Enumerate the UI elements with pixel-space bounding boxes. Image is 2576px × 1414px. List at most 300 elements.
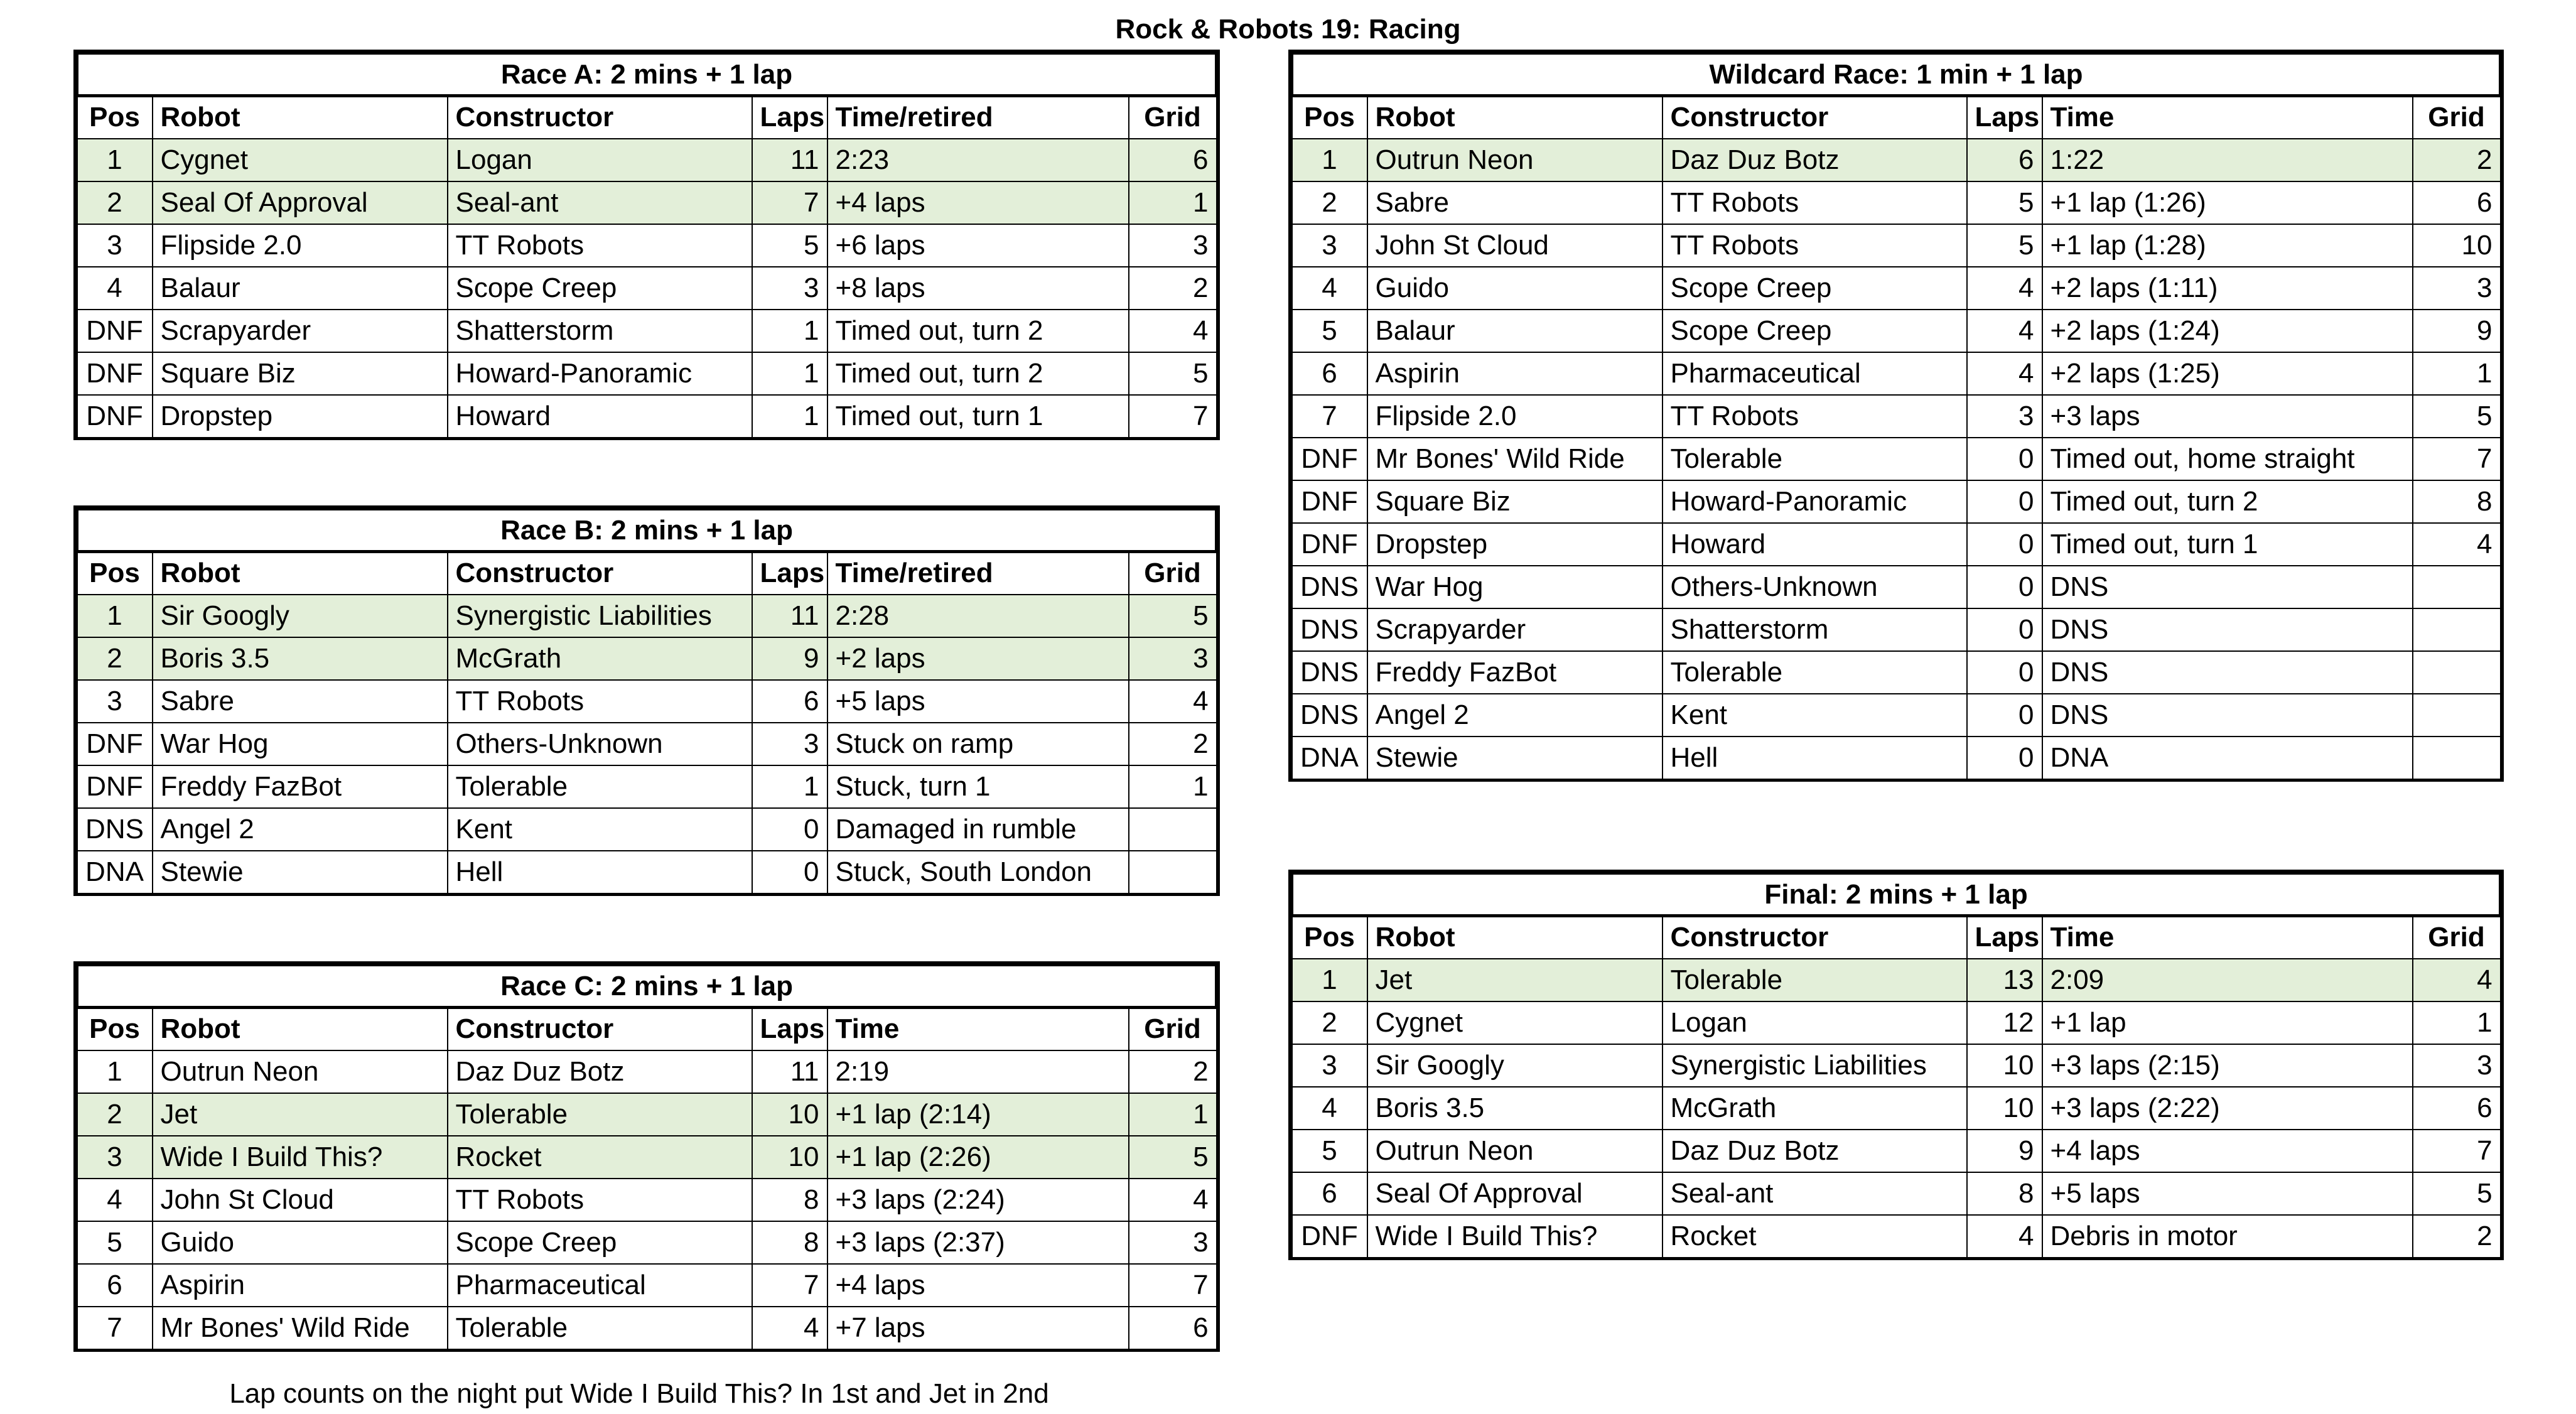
cell-robot: Square Biz	[153, 352, 448, 395]
table-row	[1292, 1172, 2501, 1215]
table-row	[1292, 310, 2501, 352]
cell-robot: Outrun Neon	[1367, 1130, 1663, 1172]
cell-time: +2 laps (1:11)	[2042, 267, 2413, 310]
cell-laps: 1	[752, 395, 827, 438]
cell-laps: 0	[1967, 480, 2042, 523]
column-header-pos: Pos	[77, 552, 153, 595]
wildcard-race-table	[1290, 51, 2502, 780]
cell-laps: 13	[1967, 959, 2042, 1001]
cell-time: 1:22	[2042, 139, 2413, 181]
cell-constructor: Daz Duz Botz	[448, 1050, 752, 1093]
table-header-row	[1292, 916, 2501, 959]
cell-laps: 6	[752, 680, 827, 723]
cell-laps: 11	[752, 139, 827, 181]
cell-grid: 5	[1129, 595, 1217, 637]
cell-laps: 5	[752, 224, 827, 267]
cell-laps: 8	[1967, 1172, 2042, 1215]
table-title-row	[1292, 873, 2501, 916]
cell-pos: 5	[1292, 310, 1367, 352]
cell-time: +2 laps	[827, 637, 1129, 680]
column-header-constructor: Constructor	[1663, 96, 1967, 139]
cell-robot: Dropstep	[1367, 523, 1663, 566]
cell-robot: Cygnet	[1367, 1001, 1663, 1044]
table-row	[1292, 139, 2501, 181]
cell-grid	[2413, 608, 2501, 651]
cell-robot: Sir Googly	[1367, 1044, 1663, 1087]
cell-laps: 10	[1967, 1087, 2042, 1130]
cell-pos: DNF	[77, 723, 153, 765]
cell-time: 2:09	[2042, 959, 2413, 1001]
column-header-laps: Laps	[752, 1008, 827, 1050]
cell-grid: 3	[2413, 267, 2501, 310]
cell-grid: 2	[2413, 139, 2501, 181]
cell-pos: 4	[1292, 267, 1367, 310]
table-row	[1292, 267, 2501, 310]
cell-time: DNS	[2042, 566, 2413, 608]
page-title: Rock & Robots 19: Racing	[1115, 14, 1461, 45]
cell-time: +4 laps	[827, 1264, 1129, 1307]
cell-constructor: Hell	[448, 851, 752, 893]
cell-pos: 1	[1292, 959, 1367, 1001]
cell-pos: 2	[77, 181, 153, 224]
cell-pos: 6	[1292, 352, 1367, 395]
table-row	[1292, 1001, 2501, 1044]
cell-pos: 4	[77, 1179, 153, 1221]
cell-time: +1 lap (1:26)	[2042, 181, 2413, 224]
cell-pos: 2	[77, 1093, 153, 1136]
table-row	[77, 352, 1217, 395]
cell-laps: 7	[752, 181, 827, 224]
cell-laps: 6	[1967, 139, 2042, 181]
cell-laps: 11	[752, 1050, 827, 1093]
cell-laps: 4	[1967, 267, 2042, 310]
cell-robot: War Hog	[1367, 566, 1663, 608]
cell-robot: Boris 3.5	[1367, 1087, 1663, 1130]
cell-grid: 8	[2413, 480, 2501, 523]
cell-time: +3 laps (2:24)	[827, 1179, 1129, 1221]
cell-robot: Stewie	[153, 851, 448, 893]
cell-constructor: Scope Creep	[1663, 310, 1967, 352]
cell-pos: DNS	[1292, 566, 1367, 608]
table-row	[1292, 352, 2501, 395]
cell-robot: Guido	[1367, 267, 1663, 310]
cell-laps: 5	[1967, 224, 2042, 267]
cell-constructor: Seal-ant	[448, 181, 752, 224]
cell-time: +2 laps (1:24)	[2042, 310, 2413, 352]
cell-time: DNS	[2042, 694, 2413, 737]
cell-pos: DNF	[1292, 523, 1367, 566]
cell-constructor: Logan	[1663, 1001, 1967, 1044]
cell-robot: Flipside 2.0	[1367, 395, 1663, 438]
cell-grid: 7	[1129, 1264, 1217, 1307]
cell-constructor: Synergistic Liabilities	[448, 595, 752, 637]
cell-robot: Angel 2	[153, 808, 448, 851]
cell-robot: Scrapyarder	[153, 310, 448, 352]
cell-constructor: Hell	[1663, 737, 1967, 779]
cell-robot: Balaur	[153, 267, 448, 310]
cell-time: +1 lap	[2042, 1001, 2413, 1044]
cell-grid: 1	[1129, 181, 1217, 224]
table-header-row	[1292, 96, 2501, 139]
cell-constructor: TT Robots	[448, 224, 752, 267]
cell-constructor: Scope Creep	[448, 267, 752, 310]
cell-pos: DNF	[1292, 480, 1367, 523]
cell-constructor: McGrath	[448, 637, 752, 680]
cell-grid: 6	[2413, 181, 2501, 224]
cell-grid: 2	[2413, 1215, 2501, 1258]
cell-laps: 9	[1967, 1130, 2042, 1172]
cell-pos: DNF	[77, 310, 153, 352]
cell-laps: 1	[752, 765, 827, 808]
column-header-laps: Laps	[1967, 916, 2042, 959]
table-header-row	[77, 552, 1217, 595]
cell-laps: 10	[752, 1093, 827, 1136]
cell-time: +3 laps (2:37)	[827, 1221, 1129, 1264]
cell-grid: 9	[2413, 310, 2501, 352]
cell-grid: 5	[1129, 352, 1217, 395]
cell-robot: Flipside 2.0	[153, 224, 448, 267]
cell-constructor: Howard	[448, 395, 752, 438]
cell-time: Timed out, turn 1	[827, 395, 1129, 438]
cell-robot: Angel 2	[1367, 694, 1663, 737]
cell-grid: 4	[1129, 1179, 1217, 1221]
cell-robot: Square Biz	[1367, 480, 1663, 523]
cell-time: +4 laps	[2042, 1130, 2413, 1172]
table-title: Race C: 2 mins + 1 lap	[77, 965, 1217, 1008]
cell-constructor: Seal-ant	[1663, 1172, 1967, 1215]
cell-laps: 0	[1967, 694, 2042, 737]
cell-constructor: Howard	[1663, 523, 1967, 566]
table-row	[1292, 523, 2501, 566]
cell-constructor: Shatterstorm	[1663, 608, 1967, 651]
cell-constructor: TT Robots	[1663, 395, 1967, 438]
cell-time: Timed out, home straight	[2042, 438, 2413, 480]
cell-grid: 6	[1129, 139, 1217, 181]
cell-pos: DNS	[77, 808, 153, 851]
table-row	[77, 765, 1217, 808]
table-row	[77, 1179, 1217, 1221]
cell-laps: 0	[1967, 438, 2042, 480]
column-header-grid: Grid	[1129, 96, 1217, 139]
cell-constructor: Tolerable	[448, 1093, 752, 1136]
table-row	[77, 1221, 1217, 1264]
cell-robot: Outrun Neon	[153, 1050, 448, 1093]
cell-time: +3 laps	[2042, 395, 2413, 438]
cell-pos: DNS	[1292, 651, 1367, 694]
cell-laps: 11	[752, 595, 827, 637]
cell-laps: 10	[752, 1136, 827, 1179]
cell-grid: 7	[2413, 1130, 2501, 1172]
cell-constructor: Pharmaceutical	[448, 1264, 752, 1307]
cell-constructor: Scope Creep	[1663, 267, 1967, 310]
table-title-row	[77, 509, 1217, 552]
cell-time: +5 laps	[2042, 1172, 2413, 1215]
cell-grid: 3	[1129, 1221, 1217, 1264]
cell-constructor: Tolerable	[1663, 959, 1967, 1001]
column-header-time: Time	[2042, 96, 2413, 139]
table-row	[77, 808, 1217, 851]
table-row	[1292, 1215, 2501, 1258]
cell-time: +4 laps	[827, 181, 1129, 224]
cell-time: +6 laps	[827, 224, 1129, 267]
cell-constructor: Daz Duz Botz	[1663, 1130, 1967, 1172]
cell-time: DNS	[2042, 608, 2413, 651]
cell-robot: Balaur	[1367, 310, 1663, 352]
cell-laps: 0	[1967, 737, 2042, 779]
column-header-laps: Laps	[1967, 96, 2042, 139]
table-row	[77, 1136, 1217, 1179]
cell-pos: DNF	[77, 395, 153, 438]
cell-laps: 8	[752, 1179, 827, 1221]
cell-robot: Wide I Build This?	[1367, 1215, 1663, 1258]
cell-constructor: Pharmaceutical	[1663, 352, 1967, 395]
cell-grid	[2413, 651, 2501, 694]
table-row	[77, 310, 1217, 352]
column-header-robot: Robot	[1367, 916, 1663, 959]
table-row	[77, 1264, 1217, 1307]
column-header-pos: Pos	[77, 96, 153, 139]
cell-grid: 5	[1129, 1136, 1217, 1179]
table-header-row	[77, 96, 1217, 139]
cell-laps: 3	[752, 267, 827, 310]
cell-time: +1 lap (2:26)	[827, 1136, 1129, 1179]
cell-robot: Sabre	[153, 680, 448, 723]
cell-robot: Dropstep	[153, 395, 448, 438]
table-row	[1292, 438, 2501, 480]
race-c-table	[75, 963, 1218, 1350]
cell-grid: 1	[2413, 1001, 2501, 1044]
footnote: Lap counts on the night put Wide I Build This? In 1st and Jet in 2nd	[229, 1378, 1049, 1409]
cell-robot: Boris 3.5	[153, 637, 448, 680]
cell-pos: 3	[77, 1136, 153, 1179]
cell-pos: 4	[1292, 1087, 1367, 1130]
table-row	[1292, 395, 2501, 438]
cell-constructor: Howard-Panoramic	[1663, 480, 1967, 523]
cell-time: +5 laps	[827, 680, 1129, 723]
table-row	[77, 851, 1217, 893]
table-row	[77, 139, 1217, 181]
cell-grid: 1	[2413, 352, 2501, 395]
cell-robot: Jet	[153, 1093, 448, 1136]
table-title: Race B: 2 mins + 1 lap	[77, 509, 1217, 552]
cell-grid: 7	[2413, 438, 2501, 480]
column-header-robot: Robot	[153, 96, 448, 139]
cell-pos: 3	[1292, 1044, 1367, 1087]
cell-pos: 3	[77, 680, 153, 723]
column-header-time: Time	[827, 1008, 1129, 1050]
cell-laps: 7	[752, 1264, 827, 1307]
cell-robot: Sir Googly	[153, 595, 448, 637]
race-b-table	[75, 507, 1218, 894]
cell-robot: Aspirin	[1367, 352, 1663, 395]
table-row	[77, 267, 1217, 310]
table-row	[1292, 181, 2501, 224]
table-row	[77, 1307, 1217, 1349]
cell-robot: Wide I Build This?	[153, 1136, 448, 1179]
table-row	[1292, 566, 2501, 608]
cell-laps: 0	[1967, 523, 2042, 566]
cell-time: +3 laps (2:15)	[2042, 1044, 2413, 1087]
cell-grid: 4	[2413, 959, 2501, 1001]
column-header-robot: Robot	[1367, 96, 1663, 139]
cell-pos: DNA	[1292, 737, 1367, 779]
cell-laps: 1	[752, 352, 827, 395]
cell-time: Damaged in rumble	[827, 808, 1129, 851]
cell-constructor: Tolerable	[448, 765, 752, 808]
cell-robot: Stewie	[1367, 737, 1663, 779]
table-row	[1292, 224, 2501, 267]
cell-pos: 7	[1292, 395, 1367, 438]
cell-time: Timed out, turn 2	[827, 310, 1129, 352]
cell-laps: 0	[752, 851, 827, 893]
cell-time: 2:28	[827, 595, 1129, 637]
cell-laps: 4	[1967, 352, 2042, 395]
race-a-table	[75, 51, 1218, 438]
cell-robot: John St Cloud	[1367, 224, 1663, 267]
cell-grid: 2	[1129, 723, 1217, 765]
cell-constructor: Others-Unknown	[448, 723, 752, 765]
cell-constructor: Tolerable	[1663, 651, 1967, 694]
cell-time: 2:19	[827, 1050, 1129, 1093]
cell-pos: 4	[77, 267, 153, 310]
cell-laps: 4	[1967, 1215, 2042, 1258]
column-header-pos: Pos	[77, 1008, 153, 1050]
cell-grid: 2	[1129, 267, 1217, 310]
cell-robot: Outrun Neon	[1367, 139, 1663, 181]
cell-pos: 3	[77, 224, 153, 267]
cell-constructor: Logan	[448, 139, 752, 181]
cell-pos: 2	[77, 637, 153, 680]
cell-constructor: Rocket	[448, 1136, 752, 1179]
table-title: Final: 2 mins + 1 lap	[1292, 873, 2501, 916]
cell-constructor: Synergistic Liabilities	[1663, 1044, 1967, 1087]
cell-robot: Mr Bones' Wild Ride	[1367, 438, 1663, 480]
cell-robot: Mr Bones' Wild Ride	[153, 1307, 448, 1349]
cell-robot: Seal Of Approval	[153, 181, 448, 224]
table-row	[1292, 959, 2501, 1001]
cell-laps: 9	[752, 637, 827, 680]
cell-laps: 0	[1967, 608, 2042, 651]
cell-pos: 2	[1292, 1001, 1367, 1044]
table-header-row	[77, 1008, 1217, 1050]
cell-time: Stuck, turn 1	[827, 765, 1129, 808]
cell-time: DNS	[2042, 651, 2413, 694]
cell-constructor: TT Robots	[1663, 181, 1967, 224]
cell-grid: 5	[2413, 395, 2501, 438]
cell-constructor: Scope Creep	[448, 1221, 752, 1264]
column-header-pos: Pos	[1292, 96, 1367, 139]
cell-time: +3 laps (2:22)	[2042, 1087, 2413, 1130]
cell-time: Stuck on ramp	[827, 723, 1129, 765]
cell-grid	[1129, 808, 1217, 851]
cell-robot: Guido	[153, 1221, 448, 1264]
column-header-grid: Grid	[2413, 916, 2501, 959]
cell-pos: 1	[77, 595, 153, 637]
cell-grid	[2413, 737, 2501, 779]
cell-pos: 3	[1292, 224, 1367, 267]
cell-time: 2:23	[827, 139, 1129, 181]
column-header-time: Time/retired	[827, 552, 1129, 595]
cell-pos: DNF	[77, 352, 153, 395]
cell-constructor: Tolerable	[448, 1307, 752, 1349]
cell-time: Timed out, turn 1	[2042, 523, 2413, 566]
cell-grid: 1	[1129, 1093, 1217, 1136]
table-title-row	[77, 53, 1217, 96]
cell-laps: 3	[752, 723, 827, 765]
column-header-time: Time	[2042, 916, 2413, 959]
table-row	[1292, 608, 2501, 651]
column-header-grid: Grid	[1129, 552, 1217, 595]
table-title-row	[1292, 53, 2501, 96]
cell-pos: 5	[77, 1221, 153, 1264]
table-row	[77, 595, 1217, 637]
cell-laps: 0	[752, 808, 827, 851]
table-row	[1292, 737, 2501, 779]
cell-grid: 4	[1129, 680, 1217, 723]
cell-laps: 4	[752, 1307, 827, 1349]
cell-time: DNA	[2042, 737, 2413, 779]
cell-grid	[1129, 851, 1217, 893]
table-row	[1292, 651, 2501, 694]
table-row	[77, 181, 1217, 224]
cell-laps: 3	[1967, 395, 2042, 438]
cell-pos: 6	[1292, 1172, 1367, 1215]
column-header-grid: Grid	[2413, 96, 2501, 139]
column-header-laps: Laps	[752, 552, 827, 595]
cell-time: Timed out, turn 2	[827, 352, 1129, 395]
table-row	[1292, 1087, 2501, 1130]
cell-laps: 12	[1967, 1001, 2042, 1044]
cell-constructor: Kent	[448, 808, 752, 851]
cell-pos: 5	[1292, 1130, 1367, 1172]
cell-time: Timed out, turn 2	[2042, 480, 2413, 523]
cell-laps: 5	[1967, 181, 2042, 224]
cell-grid: 5	[2413, 1172, 2501, 1215]
column-header-constructor: Constructor	[448, 552, 752, 595]
cell-grid: 6	[2413, 1087, 2501, 1130]
cell-constructor: Shatterstorm	[448, 310, 752, 352]
cell-grid: 4	[2413, 523, 2501, 566]
cell-constructor: Daz Duz Botz	[1663, 139, 1967, 181]
cell-pos: 6	[77, 1264, 153, 1307]
cell-laps: 10	[1967, 1044, 2042, 1087]
cell-time: +7 laps	[827, 1307, 1129, 1349]
cell-grid: 2	[1129, 1050, 1217, 1093]
cell-grid	[2413, 694, 2501, 737]
final-race-table	[1290, 872, 2502, 1258]
table-row	[1292, 694, 2501, 737]
cell-robot: Jet	[1367, 959, 1663, 1001]
cell-laps: 1	[752, 310, 827, 352]
cell-robot: Cygnet	[153, 139, 448, 181]
column-header-robot: Robot	[153, 552, 448, 595]
cell-pos: DNS	[1292, 694, 1367, 737]
cell-constructor: Howard-Panoramic	[448, 352, 752, 395]
table-row	[1292, 1044, 2501, 1087]
column-header-constructor: Constructor	[448, 1008, 752, 1050]
cell-grid: 3	[1129, 224, 1217, 267]
table-row	[77, 637, 1217, 680]
cell-grid: 7	[1129, 395, 1217, 438]
column-header-robot: Robot	[153, 1008, 448, 1050]
cell-grid: 3	[1129, 637, 1217, 680]
cell-robot: War Hog	[153, 723, 448, 765]
cell-pos: DNF	[1292, 1215, 1367, 1258]
table-row	[1292, 480, 2501, 523]
cell-robot: Aspirin	[153, 1264, 448, 1307]
cell-constructor: TT Robots	[1663, 224, 1967, 267]
table-row	[77, 1050, 1217, 1093]
